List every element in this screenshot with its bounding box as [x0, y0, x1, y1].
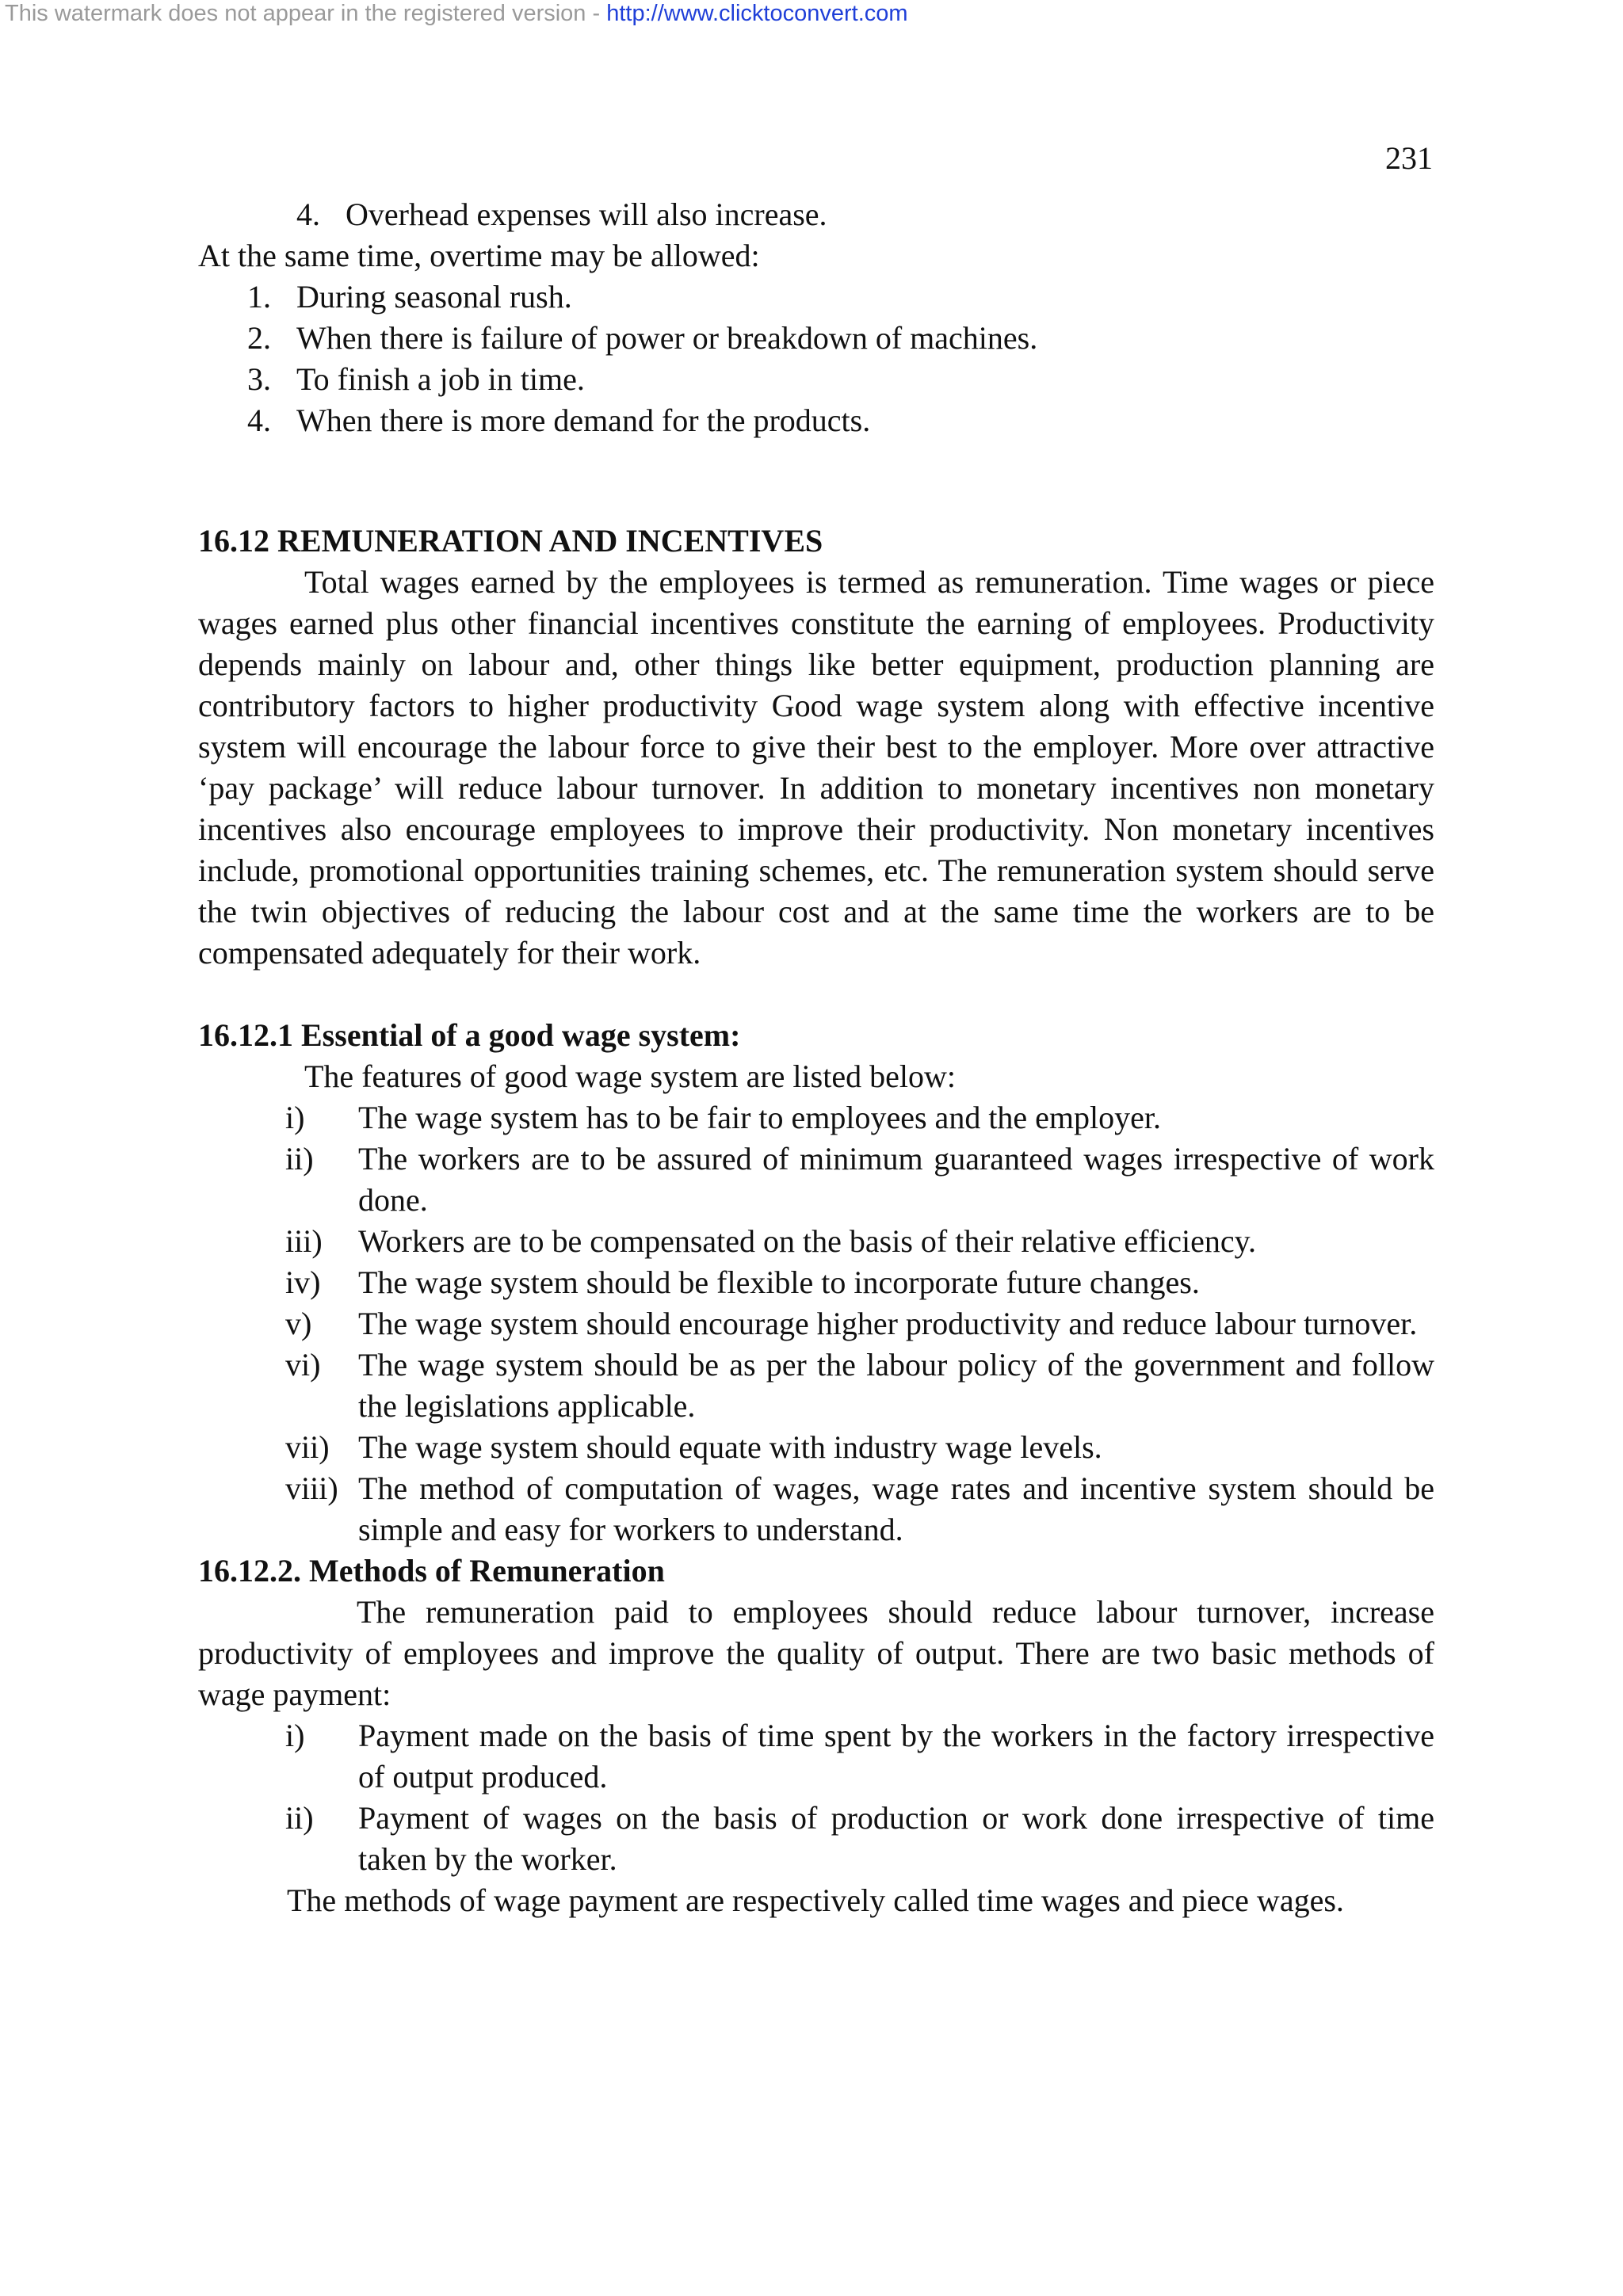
spacer — [198, 441, 1434, 521]
list-item-number: vi) — [285, 1347, 321, 1383]
list-item — [285, 1097, 1434, 1138]
watermark-text: This watermark does not appear in the registered version - — [5, 1, 607, 26]
list-item — [285, 1798, 1434, 1880]
list-item-number: 4. — [247, 402, 271, 438]
list-item-text: When there is more demand for the products. — [296, 402, 871, 438]
list-item-text: Payment made on the basis of time spent by the workers in the factory irrespective of output produced. — [358, 1718, 1434, 1794]
list-item-text: Workers are to be compensated on the basis of their relative efficiency. — [358, 1223, 1256, 1259]
methods-closing-paragraph: The methods of wage payment are respectively called time wages and piece wages. — [287, 1882, 1344, 1918]
overtime-list — [198, 277, 1434, 441]
list-item-text: The wage system should be as per the labour policy of the government and follow the legislations applicable. — [358, 1347, 1434, 1424]
list-item — [285, 1468, 1434, 1550]
list-item-number: i) — [285, 1100, 305, 1135]
list-item-number: v) — [285, 1306, 312, 1341]
list-item — [285, 1303, 1434, 1344]
methods-paragraph: The remuneration paid to employees should reduce labour turnover, increase productivity of employees and improve the quality of output. There are two basic methods of wage payment: — [198, 1594, 1434, 1712]
section-heading-methods-of-remuneration: 16.12.2. Methods of Remuneration — [198, 1553, 665, 1589]
watermark-banner — [5, 0, 908, 27]
overtime-lead: At the same time, overtime may be allowed: — [198, 238, 760, 273]
remuneration-paragraph: Total wages earned by the employees is termed as remuneration. Time wages or piece wages earned plus other financial incentives constitute the earning of employees. Productivity depends mainly on labour and, other things like better equipment, production planning are contributory factors to higher productivity Good wage system along with effective incentive system will encourage the labour force to give their best to the employer. More over attractive ‘pay package’ will reduce labour turnover. In addition to monetary incentives non monetary incentives also encourage employees to improve their productivity. Non monetary incentives include, promotional opportunities training schemes, etc. The remuneration system should serve the twin objectives of reducing the labour cost and at the same time the workers are to be compensated adequately for their work. — [198, 564, 1434, 971]
list-item-text: The wage system has to be fair to employees and the employer. — [358, 1100, 1162, 1135]
features-lead: The features of good wage system are listed below: — [304, 1058, 956, 1094]
expense-list — [198, 194, 1434, 235]
list-item — [247, 400, 1434, 441]
list-item-number: viii) — [285, 1470, 338, 1506]
list-item-text: The wage system should be flexible to incorporate future changes. — [358, 1264, 1200, 1300]
list-item — [285, 1262, 1434, 1303]
list-item — [247, 277, 1434, 318]
list-item — [285, 1427, 1434, 1468]
list-item-number: 3. — [247, 361, 271, 397]
list-item-text: When there is failure of power or breakdown of machines. — [296, 320, 1038, 356]
list-item — [285, 1221, 1434, 1262]
list-item-text: During seasonal rush. — [296, 279, 572, 315]
watermark-link[interactable]: http://www.clicktoconvert.com — [606, 1, 908, 26]
page-number: 231 — [1385, 140, 1433, 176]
list-item — [285, 1344, 1434, 1427]
list-item-text: The wage system should encourage higher productivity and reduce labour turnover. — [358, 1306, 1418, 1341]
list-item-text: To finish a job in time. — [296, 361, 585, 397]
list-item-number: iii) — [285, 1223, 323, 1259]
list-item-text: Overhead expenses will also increase. — [346, 196, 827, 232]
section-heading-essential-wage-system: 16.12.1 Essential of a good wage system: — [198, 1017, 741, 1053]
list-item-number: 4. — [296, 196, 320, 232]
list-item — [285, 1715, 1434, 1798]
list-item — [296, 194, 1434, 235]
section-heading-remuneration: 16.12 REMUNERATION AND INCENTIVES — [198, 523, 823, 559]
list-item-number: i) — [285, 1718, 305, 1753]
list-item-number: ii) — [285, 1800, 314, 1836]
list-item-text: Payment of wages on the basis of production or work done irrespective of time taken by the worker. — [358, 1800, 1434, 1877]
features-list — [198, 1097, 1434, 1550]
methods-list — [198, 1715, 1434, 1880]
page-content — [198, 194, 1434, 1921]
list-item-text: The wage system should equate with industry wage levels. — [358, 1429, 1102, 1465]
list-item-number: iv) — [285, 1264, 321, 1300]
list-item-text: The method of computation of wages, wage rates and incentive system should be simple and easy for workers to understand. — [358, 1470, 1434, 1547]
list-item-number: vii) — [285, 1429, 330, 1465]
list-item — [247, 318, 1434, 359]
spacer — [198, 974, 1434, 1015]
list-item-number: ii) — [285, 1141, 314, 1177]
list-item-number: 1. — [247, 279, 271, 315]
list-item — [285, 1138, 1434, 1221]
list-item-text: The workers are to be assured of minimum guaranteed wages irrespective of work done. — [358, 1141, 1434, 1218]
list-item — [247, 359, 1434, 400]
list-item-number: 2. — [247, 320, 271, 356]
